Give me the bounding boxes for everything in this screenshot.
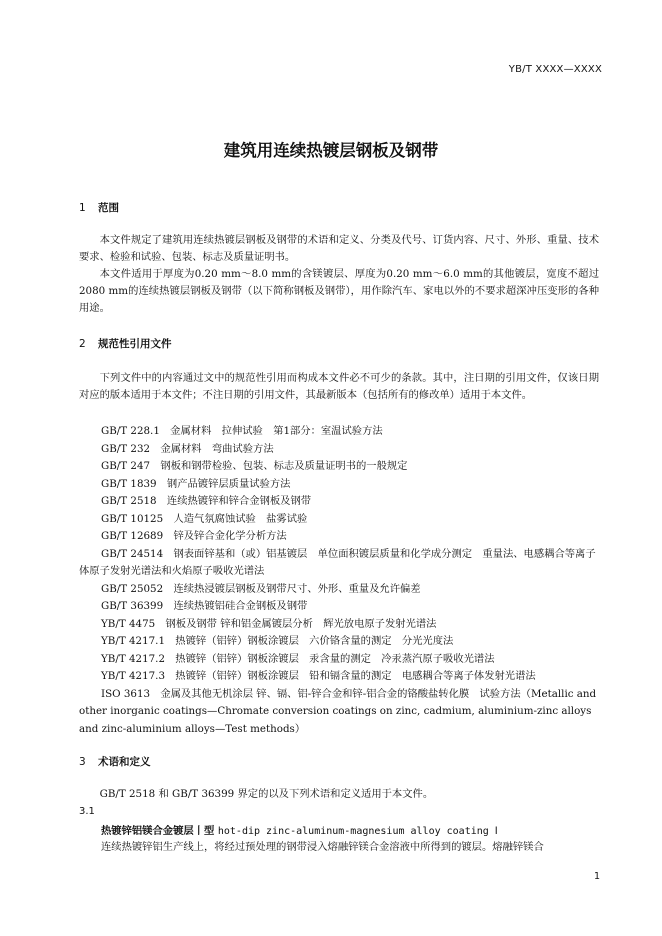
section-3-intro	[79, 786, 599, 803]
clause-number: 3.1	[79, 806, 95, 817]
reference-item: GB/T 232 金属材料 弯曲试验方法	[101, 442, 274, 455]
section-number: 2	[79, 338, 86, 350]
section-3-heading	[79, 754, 151, 769]
paragraph: 下列文件中的内容通过文中的规范性引用而构成本文件必不可少的条款。其中，注日期的引用文件，仅该日期对应的版本适用于本文件；不注日期的引用文件，其最新版本（包括所有的修改单）适用于本文件。	[79, 372, 599, 401]
paragraph: 本文件适用于厚度为0.20 mm～8.0 mm的含镁镀层、厚度为0.20 mm～6.0 mm的其他镀层，宽度不超过2080 mm的连续热镀层钢板及钢带（以下简称钢板及钢带），用作除汽车、家电以外的不要求超深冲压变形的各种用途。	[79, 268, 599, 314]
reference-item: GB/T 24514 钢表面锌基和（或）铝基镀层 单位面积镀层质量和化学成分测定 重量法、电感耦合等离子体原子发射光谱法和火焰原子吸收光谱法	[79, 547, 596, 577]
paragraph: 连续热镀锌铝生产线上，将经过预处理的钢带浸入熔融锌镁合金溶液中所得到的镀层。熔融锌镁合	[101, 841, 544, 853]
term-title	[101, 822, 498, 837]
section-number: 1	[79, 202, 86, 214]
normative-references-list	[79, 423, 599, 738]
section-1-heading	[79, 200, 119, 215]
section-title: 术语和定义	[98, 756, 151, 768]
section-2-intro	[79, 370, 599, 404]
reference-item: YB/T 4475 钢板及钢带 锌和铝金属镀层分析 辉光放电原子发射光谱法	[101, 617, 437, 630]
reference-item: GB/T 12689 锌及锌合金化学分析方法	[101, 530, 287, 542]
document-code: YB/T XXXX—XXXX	[508, 64, 602, 75]
reference-item: YB/T 4217.1 热镀锌（铝锌）钢板涂镀层 六价铬含量的测定 分光光度法	[101, 635, 454, 647]
page-number: 1	[593, 871, 600, 882]
reference-item: GB/T 247 钢板和钢带检验、包装、标志及质量证明书的一般规定	[101, 460, 408, 472]
reference-item: YB/T 4217.2 热镀锌（铝锌）钢板涂镀层 汞含量的测定 冷汞蒸汽原子吸收光谱法	[101, 652, 495, 665]
reference-item: ISO 3613 金属及其他无机涂层 锌、镉、铝-锌合金和锌-铝合金的铬酸盐转化膜 试验方法（Metallic and other inorganic coatings—Chromate conversion coatings on zinc, cadmium, aluminium-zinc alloys and zinc-aluminium alloys—Test methods）	[79, 687, 597, 735]
reference-item: GB/T 10125 人造气氛腐蚀试验 盐雾试验	[101, 512, 308, 525]
reference-item: GB/T 228.1 金属材料 拉伸试验 第1部分：室温试验方法	[101, 425, 383, 437]
document-title: 建筑用连续热镀层钢板及钢带	[223, 141, 439, 160]
section-number: 3	[79, 756, 86, 768]
term-definition	[79, 839, 599, 856]
section-2-heading	[79, 336, 172, 351]
paragraph: GB/T 2518 和 GB/T 36399 界定的以及下列术语和定义适用于本文件。	[99, 788, 434, 800]
reference-item: GB/T 1839 钢产品镀锌层质量试验方法	[101, 477, 291, 490]
term-english: hot-dip zinc-aluminum-magnesium alloy coating Ⅰ	[217, 826, 498, 837]
section-title: 规范性引用文件	[98, 338, 172, 350]
section-1-body	[79, 232, 599, 317]
reference-item: GB/T 36399 连续热镀铝硅合金钢板及钢带	[101, 600, 308, 612]
section-title: 范围	[98, 202, 119, 214]
term-chinese: 热镀锌铝镁合金镀层丨型	[101, 825, 215, 837]
reference-item: GB/T 25052 连续热浸镀层钢板及钢带尺寸、外形、重量及允许偏差	[101, 582, 421, 595]
paragraph: 本文件规定了建筑用连续热镀层钢板及钢带的术语和定义、分类及代号、订货内容、尺寸、外形、重量、技术要求、检验和试验、包装、标志及质量证明书。	[79, 234, 599, 263]
reference-item: YB/T 4217.3 热镀锌（铝锌）钢板涂镀层 铅和镉含量的测定 电感耦合等离子体发射光谱法	[101, 670, 536, 682]
reference-item: GB/T 2518 连续热镀锌和锌合金钢板及钢带	[101, 495, 312, 507]
